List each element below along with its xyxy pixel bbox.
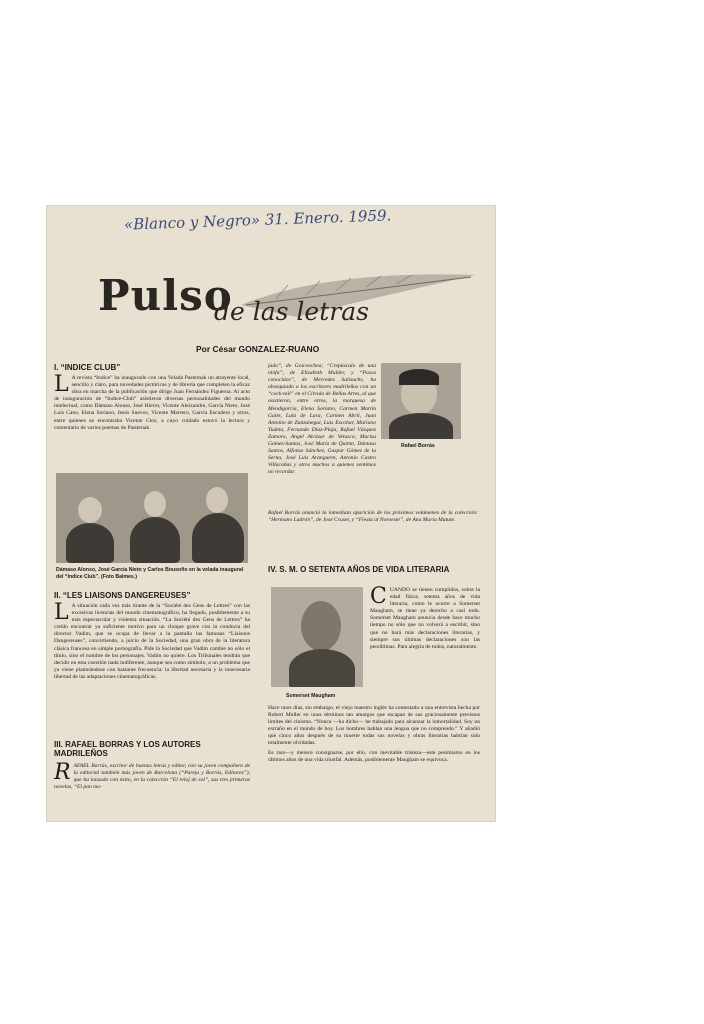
masthead-title: Pulso xyxy=(98,271,233,320)
dropcap: R xyxy=(54,760,71,785)
somerset-maugham-caption: Somerset Maugham xyxy=(286,693,336,699)
section-2-title: II. “LES LIAISONS DANGEREUSES” xyxy=(54,591,191,600)
indice-club-caption: Dámaso Alonso, José García Nieto y Carlos Bousoño en la velada inaugural del “Indice Club”. (Foto Balmes.) xyxy=(56,567,244,580)
newspaper-clipping xyxy=(46,205,496,822)
section-4-text-3: Es raro—y merece consignarse, por ello, con inevitable tristeza—este pesimismo en los últimos años de una vida triunfal. Además, posiblemente Maugham se equivoca. xyxy=(268,749,480,763)
section-3-announcement-text: Rafael Borrás anunció la inmediata aparición de los próximos volúmenes de la colección: “Hermano Ladrón”, de José Cruset, y “Fiesta al Noroeste”, de Ana María Matute. xyxy=(268,510,478,524)
section-4-title: IV. S. M. O SETENTA AÑOS DE VIDA LITERARIA xyxy=(268,565,450,574)
section-2-body xyxy=(54,600,250,681)
section-4-text-2: Hace unos días, sin embargo, el viejo maestro inglés ha contestado a una entrevista hecha por Robert Muller en unos términos tan amargos que escapan de sus graciosamente previstos límites del cinismo. “Nunca —ha dicho— he trabajado para alcanzar la inmortalidad. Soy un extraño en el mundo de hoy. Los hombres hablan una lengua que no comprendo.” Y añadió que cinco años después de su muerte todas sus novelas y obras literarias habrían sido totalmente olvidadas. xyxy=(268,705,480,747)
rafael-borras-photo xyxy=(381,363,461,439)
section-3-body xyxy=(54,760,250,791)
dropcap: L xyxy=(54,600,69,625)
handwritten-date-note: «Blanco y Negro» 31. Enero. 1959. xyxy=(123,206,392,234)
dropcap: L xyxy=(54,372,69,397)
section-3-text: AFAEL Borrás, escritor de buenas letras y editor, con su joven compañero de la editorial también más joven de Barcelona (“Pareja y Borrás, Editores”), que ha lanzado con éxito, en la colección “El reloj de sol”, sus tres primeras novelas, “El pan mo- xyxy=(54,763,250,791)
indice-club-photo xyxy=(56,473,248,563)
section-4-body xyxy=(370,584,480,653)
dropcap: C xyxy=(370,584,387,609)
section-2-text: A situación cada vez más tirante de la “Société des Gens de Lettres” con las excesivas licencias del mundo cinematográfico, ha llegado, posiblemente a su más espectacular y violenta situación. “La Société des Gens de Lettres” ha creído encontrar ya suficiente motivo para un choque grave con la conducta del director Vadim, que se ocupa de llevar a la pantalla las famosas “Liaisons Dangereuses”, convirtiendo, a juicio de la Sociedad, una gran obra de la literatura clásica francesa en simple pornografía. Pide la Sociedad que Vadim cambie no sólo el título, sino el nombre de los personajes. Vadim no quiere. Los Tribunales tendrán que decidir en esta cuestión nada indiferente, aunque sea como símbolo, a un problema que ya viene planteándose con bastante frecuencia: la libertad necesaria y la innecesaria libertad de las adaptaciones cinematográficas. xyxy=(54,603,250,680)
section-1-text: A revista “Indice” ha inaugurado con una Velada Pasternak un atrayente local, sencillo y claro, para novedades pictóricas y de librería que completen la eficaz obra en marcha de la publicación que dirige Juan Fernández Figueroa. Al acto de inauguración de “Indice-Club” asistieron diversas personalidades del mundo intelectual, como Dámaso Alonso, José Hierro, Vicente Aleixandre, García Nieto, José Luis Cano, Elena Soriano, Jesús Suevos, Vicente Marrero, García Escudero y otros, entre quienes se encontraba Vicente Clos, a cuyo cuidado estuvo la lectura y comentario de varios poemas de Pasternak. xyxy=(54,375,250,431)
section-3-title: III. RAFAEL BORRAS Y LOS AUTORES MADRILEÑOS xyxy=(54,740,201,758)
masthead xyxy=(46,257,496,337)
section-1-body xyxy=(54,372,250,432)
section-4-body-2 xyxy=(268,705,480,766)
section-1-title: I. “INDICE CLUB” xyxy=(54,363,121,372)
byline: Por César GONZALEZ-RUANO xyxy=(196,344,320,354)
masthead-subtitle: de las letras xyxy=(214,297,369,326)
section-4-text: UANDO se tienen cumplidos, sobre la edad física, setenta años de vida literaria, como le ocurre a Somerset Maugham, se tiene ya derecho a casi todo. Somerset Maugham anuncia desde hace mucho tiempo no sólo que no volverá a escribir, sino que no hará más declaraciones literarias, y siempre sus últimas declaraciones son las penúltimas. Para alegría de todos, naturalmente. xyxy=(370,587,480,650)
section-3-announcement xyxy=(268,510,478,526)
rafael-borras-caption: Rafael Borrás xyxy=(401,443,435,449)
somerset-maugham-photo xyxy=(271,587,363,687)
section-3-continued xyxy=(268,363,376,479)
section-3-cont-text: jado”, de Goicoechea; “Crepúsculo de una ninfa”, de Elisabeth Mulder, y “Pasos conocidos”, de Mercedes Salisachs, ha obsequiado a los escritores madrileños con un “cock-tail” en el Círculo de Bellas Artes, al que asistieron, entre otros, la marquesa de Mendigorría, Elena Soriano, Carmen Martín Gaite, Lula de Lara, Carmen Abril, Juan Antonio de Zunzunegui, Luis Escobar, Mariano Tudela, Fernando Díaz-Plaja, Rafael Vázquez Zamora, Angel Alcázar de Velasco, Marisa Gómez-Santos, José María de Quinto, Dámaso Santos, Alfonso Sánchez, Gaspar Gómez de la Serna, José Luis Aranguren, Antonio Castro Villacañas y otros muchos a quienes sentimos no recordar. xyxy=(268,363,376,476)
